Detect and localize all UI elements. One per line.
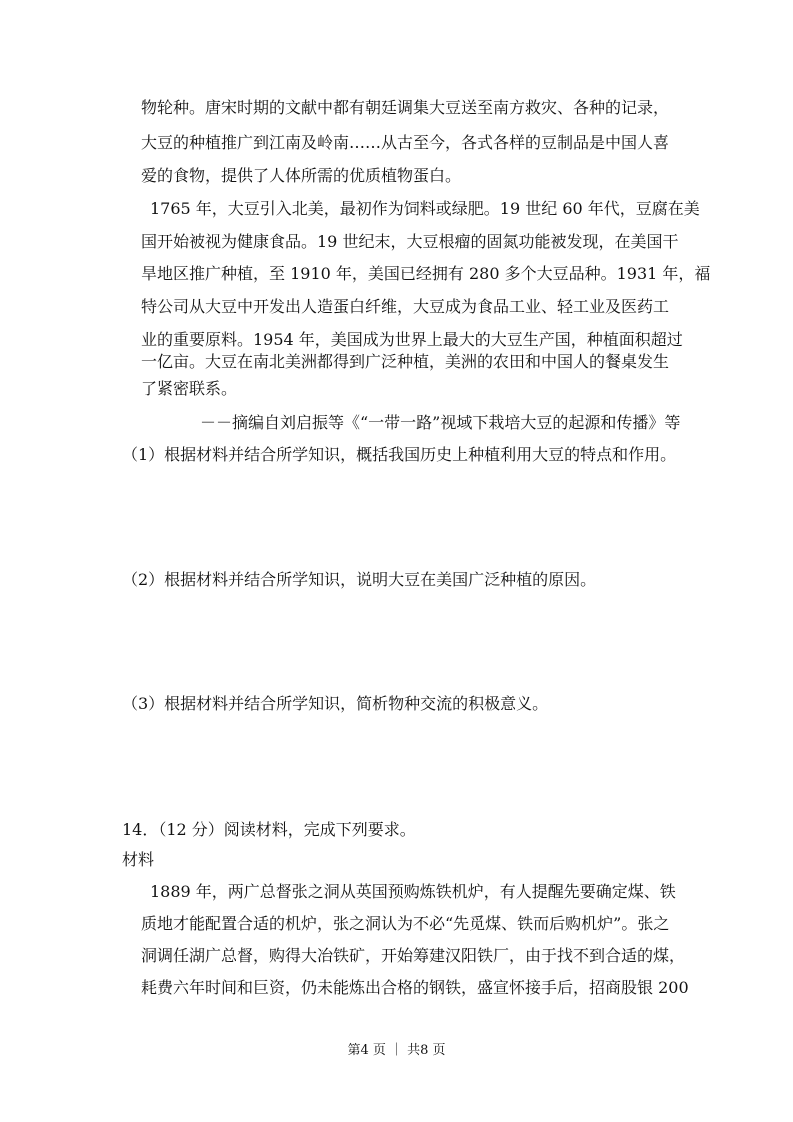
question-1: （1）根据材料并结合所学知识，概括我国历史上种植利用大豆的特点和作用。	[122, 445, 677, 464]
question-2: （2）根据材料并结合所学知识，说明大豆在美国广泛种植的原因。	[122, 570, 597, 589]
passage2-line-5: 业的重要原料。1954 年，美国成为世界上最大的大豆生产国，种植面积超过	[141, 330, 683, 349]
source-citation: －－摘编自刘启振等《“一带一路”视域下栽培大豆的起源和传播》等	[200, 413, 681, 432]
question-3: （3）根据材料并结合所学知识，简析物种交流的积极意义。	[122, 694, 549, 713]
passage1-line-3: 爱的食物，提供了人体所需的优质植物蛋白。	[141, 166, 462, 185]
passage2-line-7: 了紧密联系。	[141, 379, 238, 398]
q14-line-3: 洞调任湖广总督，购得大冶铁矿，开始筹建汉阳铁厂，由于找不到合适的煤，	[141, 946, 686, 965]
q14-line-2: 质地才能配置合适的机炉，张之洞认为不必“先觅煤、铁而后购机炉”。张之	[141, 914, 670, 933]
q14-line-4: 耗费六年时间和巨资，仍未能炼出合格的钢铁，盛宣怀接手后，招商股银 200	[141, 978, 689, 997]
passage2-line-4: 特公司从大豆中开发出人造蛋白纤维，大豆成为食品工业、轻工业及医药工	[141, 297, 670, 316]
passage2-line-6: 一亿亩。大豆在南北美洲都得到广泛种植，美洲的农田和中国人的餐桌发生	[141, 352, 670, 371]
question-14-heading: 14．（12 分）阅读材料，完成下列要求。	[122, 820, 416, 839]
passage1-line-1: 物轮种。唐宋时期的文献中都有朝廷调集大豆送至南方救灾、各种的记录，	[141, 98, 670, 117]
page-footer: 第4 页 ｜ 共8 页	[347, 1043, 446, 1058]
passage1-line-2: 大豆的种植推广到江南及岭南……从古至今，各式各样的豆制品是中国人喜	[141, 133, 670, 152]
q14-line-1: 1889 年，两广总督张之洞从英国预购炼铁机炉，有人提醒先要确定煤、铁	[150, 882, 676, 901]
passage2-line-3: 旱地区推广种植，至 1910 年，美国已经拥有 280 多个大豆品种。1931 年，福	[141, 264, 711, 283]
material-label: 材料	[122, 850, 155, 869]
passage2-line-2: 国开始被视为健康食品。19 世纪末，大豆根瘤的固氮功能被发现，在美国干	[141, 232, 679, 251]
passage2-line-1: 1765 年，大豆引入北美，最初作为饲料或绿肥。19 世纪 60 年代，豆腐在美	[150, 199, 700, 218]
